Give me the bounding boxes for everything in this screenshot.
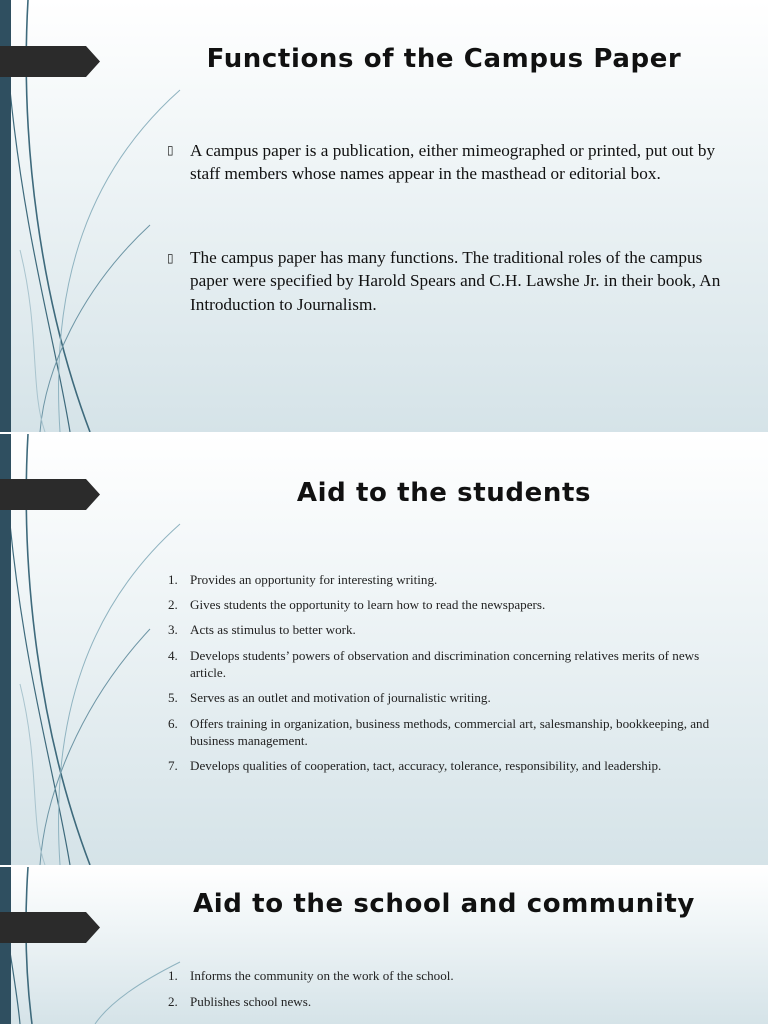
list-number: 1. bbox=[168, 968, 178, 983]
list-text: Gives students the opportunity to learn how to read the newspapers. bbox=[190, 597, 546, 612]
list-number: 6. bbox=[168, 716, 178, 731]
slide-functions bbox=[0, 0, 768, 432]
title-arrow-icon bbox=[0, 912, 100, 943]
paragraph-functions: The campus paper has many functions. The traditional roles of the campus paper were specified by Harold Spears and C.H. Lawshe Jr. in their book, An Introduction to Journalism. bbox=[190, 248, 721, 314]
title-arrow-icon bbox=[0, 479, 100, 510]
list-text: Publishes school news. bbox=[190, 994, 312, 1009]
title-arrow-icon bbox=[0, 46, 100, 77]
slide-title: Aid to the school and community bbox=[193, 889, 695, 919]
bullet-glyph: ▯ bbox=[167, 143, 174, 157]
list-number: 2. bbox=[168, 994, 178, 1009]
list-text: Develops students’ powers of observation and discrimination concerning relatives merits of news article. bbox=[190, 648, 700, 680]
bullet-glyph: ▯ bbox=[167, 251, 174, 265]
list-text: Acts as stimulus to better work. bbox=[190, 622, 356, 637]
list-text: Develops qualities of cooperation, tact, accuracy, tolerance, responsibility, and leadership. bbox=[190, 758, 662, 773]
slide-title: Aid to the students bbox=[296, 478, 592, 508]
list-number: 2. bbox=[168, 597, 178, 612]
list-number: 1. bbox=[168, 572, 178, 587]
list-text: Informs the community on the work of the school. bbox=[190, 968, 454, 983]
slide-title: Functions of the Campus Paper bbox=[206, 44, 682, 74]
list-number: 3. bbox=[168, 622, 178, 637]
list-number: 7. bbox=[168, 758, 178, 773]
slide-sidebar bbox=[0, 867, 11, 1024]
list-number: 4. bbox=[168, 648, 178, 663]
list-text: Provides an opportunity for interesting writing. bbox=[190, 572, 438, 587]
paragraph-definition: A campus paper is a publication, either mimeographed or printed, put out by staff members whose names appear in the masthead or editorial box. bbox=[190, 141, 716, 184]
slide-aid-school-community bbox=[0, 867, 768, 1024]
list-text: Offers training in organization, business methods, commercial art, salesmanship, bookkeeping, and business management. bbox=[190, 716, 710, 748]
list-number: 5. bbox=[168, 690, 178, 705]
slide-aid-students bbox=[0, 434, 768, 865]
list-text: Serves as an outlet and motivation of journalistic writing. bbox=[190, 690, 491, 705]
